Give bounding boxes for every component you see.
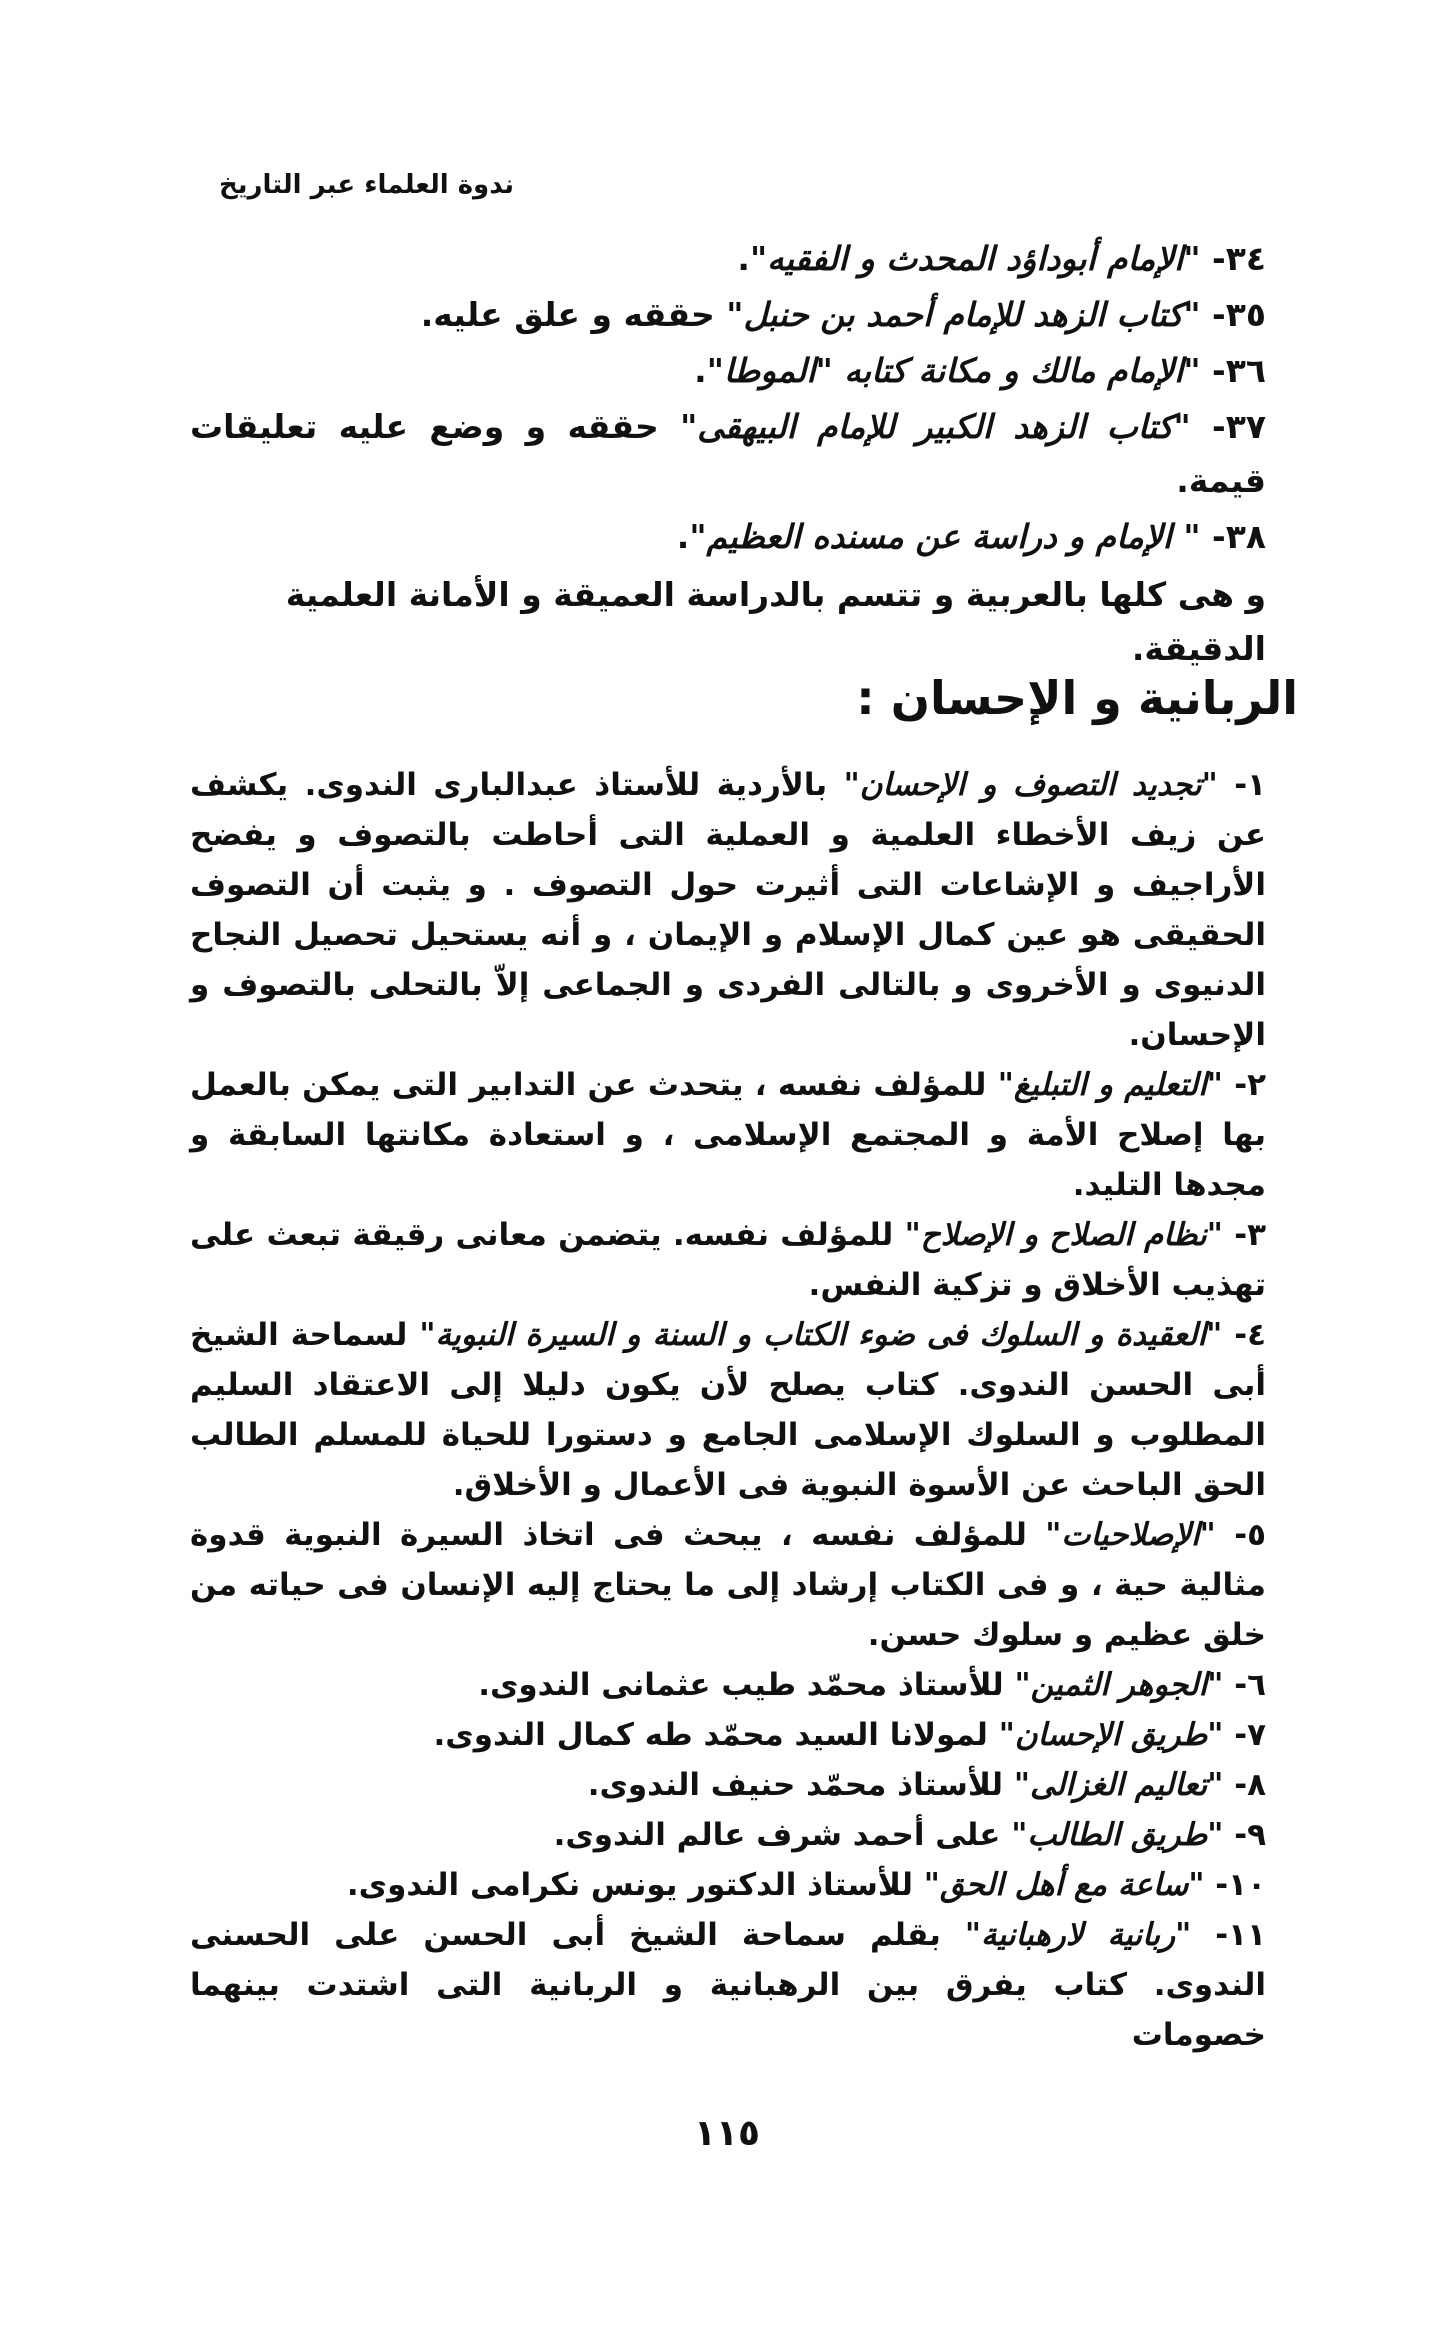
book-title: "الإمام أبوداؤد المحدث و الفقيه" <box>749 239 1201 278</box>
item-number: ٣٥- <box>1200 295 1266 334</box>
entry-number: ٢- <box>1222 1067 1267 1103</box>
page-number: ١١٥ <box>694 2113 760 2154</box>
closing-sentence: و هى كلها بالعربية و تتسم بالدراسة العميقة و الأمانة العلمية الدقيقة. <box>285 575 1266 668</box>
entry-number: ٩- <box>1223 1817 1266 1853</box>
entry-number: ٨- <box>1223 1767 1266 1803</box>
entry-number: ٥- <box>1215 1517 1266 1553</box>
entry <box>190 1860 1266 1910</box>
entry-description: للمؤلف نفسه ، يبحث فى اتخاذ السيرة النبوية قدوة مثالية حية ، و فى الكتاب إرشاد إلى ما يحتاج إليه الإنسان فى حياته من خلق عظيم و سلوك حسن. <box>190 1517 1266 1653</box>
entry <box>190 1710 1266 1760</box>
entry-description: بقلم سماحة الشيخ أبى الحسن على الحسنى الندوى. كتاب يفرق بين الرهبانية و الربانية التى اشتدت بينهما خصومات <box>190 1917 1266 2053</box>
running-header: ندوة العلماء عبر التاريخ <box>219 170 514 200</box>
entry <box>190 1510 1266 1660</box>
entry-number: ٤- <box>1222 1317 1266 1353</box>
section-heading: الربانية و الإحسان : <box>856 671 1298 725</box>
entry-description: بالأردية للأستاذ عبدالبارى الندوى. يكشف عن زيف الأخطاء العلمية و العملية التى أحاطت بالتصوف و يفضح الأراجيف و الإشاعات التى أثيرت حول التصوف . و يثبت أن التصوف الحقيقى هو عين كمال الإسلام و الإيمان ، و أنه يستحيل تحصيل النجاح الدنيوى و الأخروى و بالتالى الفردى و الجماعى إلاّ بالتحلى بالتصوف و الإحسان. <box>190 767 1266 1053</box>
entry <box>190 1760 1266 1810</box>
entry <box>190 1060 1266 1210</box>
book-title: "طريق الطالب" <box>1011 1817 1224 1853</box>
item-number: ٣٧- <box>1190 407 1266 446</box>
book-title: "التعليم و التبليغ" <box>997 1067 1223 1103</box>
list-item <box>190 288 1266 342</box>
list-item <box>190 510 1266 564</box>
item-number: ٣٦- <box>1200 351 1266 390</box>
entry <box>190 1660 1266 1710</box>
book-title: "ربانية لارهبانية" <box>964 1917 1192 1953</box>
book-title: "الإمام مالك و مكانة كتابه "الموطا" <box>706 351 1201 390</box>
item-description: . <box>694 351 707 390</box>
numbered-book-list <box>190 232 1266 709</box>
entry-description: للأستاذ محمّد طيب عثمانى الندوى. <box>478 1667 1015 1703</box>
entry <box>190 1810 1266 1860</box>
entry-description: على أحمد شرف عالم الندوى. <box>553 1817 1012 1853</box>
list-item <box>190 344 1266 398</box>
book-title: "ساعة مع أهل الحق" <box>923 1867 1205 1903</box>
entry-description: للأستاذ محمّد حنيف الندوى. <box>587 1767 1014 1803</box>
book-title: "نظام الصلاح و الإصلاح" <box>904 1217 1223 1253</box>
entry-number: ١١- <box>1191 1917 1266 1953</box>
entry-number: ١٠- <box>1204 1867 1266 1903</box>
entry-description: لسماحة الشيخ أبى الحسن الندوى. كتاب يصلح لأن يكون دليلا إلى الاعتقاد السليم المطلوب و السلوك الإسلامى الجامع و دستورا للحياة للمسلم الطالب الحق الباحث عن الأسوة النبوية فى الأعمال و الأخلاق. <box>190 1317 1266 1503</box>
book-title: " الإمام و دراسة عن مسنده العظيم" <box>689 517 1201 556</box>
entry-number: ١- <box>1217 767 1266 803</box>
book-title: "طريق الإحسان" <box>998 1717 1224 1753</box>
book-title: "كتاب الزهد للإمام أحمد بن حنبل" <box>726 295 1201 334</box>
book-title: "العقيدة و السلوك فى ضوء الكتاب و السنة و السيرة النبوية" <box>419 1317 1223 1353</box>
entry <box>190 1210 1266 1310</box>
book-title: "كتاب الزهد الكبير للإمام البيهقى" <box>680 407 1191 446</box>
entry-description: لمولانا السيد محمّد طه كمال الندوى. <box>433 1717 999 1753</box>
book-title: "تعاليم الغزالى" <box>1013 1767 1224 1803</box>
book-title: "الجوهر الثمين" <box>1014 1667 1224 1703</box>
entry <box>190 1910 1266 2060</box>
entry-number: ٣- <box>1222 1217 1266 1253</box>
book-title: "الإصلاحيات" <box>1045 1517 1216 1553</box>
section-entries <box>190 760 1266 2060</box>
list-item <box>190 400 1266 508</box>
entry-description: للمؤلف نفسه ، يتحدث عن التدابير التى يمكن بالعمل بها إصلاح الأمة و المجتمع الإسلامى ، و استعادة مكانتها السابقة و مجدها التليد. <box>190 1067 1266 1203</box>
entry <box>190 1310 1266 1510</box>
item-description: حققه و وضع عليه تعليقات قيمة. <box>190 407 1266 500</box>
item-description: حققه و علق عليه. <box>420 295 727 334</box>
book-title: "تجديد التصوف و الإحسان" <box>843 767 1218 803</box>
item-number: ٣٤- <box>1200 239 1266 278</box>
entry-description: للأستاذ الدكتور يونس نكرامى الندوى. <box>346 1867 924 1903</box>
item-number: ٣٨- <box>1200 517 1266 556</box>
entry-number: ٦- <box>1223 1667 1266 1703</box>
list-item <box>190 232 1266 286</box>
item-description: . <box>676 517 690 556</box>
item-description: . <box>737 239 750 278</box>
entry <box>190 760 1266 1060</box>
entry-number: ٧- <box>1223 1717 1266 1753</box>
entry-description: للمؤلف نفسه. يتضمن معانى رقيقة تبعث على تهذيب الأخلاق و تزكية النفس. <box>190 1217 1266 1303</box>
